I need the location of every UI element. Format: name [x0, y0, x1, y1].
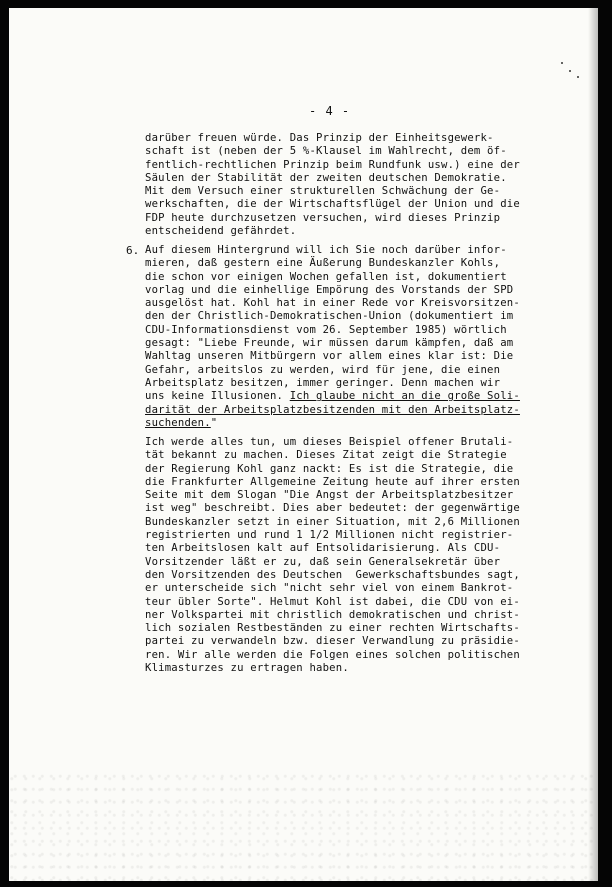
- underlined-quote: Ich glaube nicht an die große Soli-: [289, 390, 520, 403]
- text-fragment: uns keine Illusionen.: [145, 390, 290, 403]
- text-line: vorlag und die einhellige Empörung des Vorstands der SPD: [145, 283, 514, 296]
- text-line: registrierten und rund 1 1/2 Millionen nicht registrier-: [145, 529, 514, 542]
- text-line: mieren, daß gestern eine Äußerung Bundeskanzler Kohls,: [145, 257, 501, 270]
- text-line: die Frankfurter Allgemeine Zeitung heute auf ihrer ersten: [145, 475, 520, 488]
- text-line: [145, 404, 520, 417]
- text-line: Arbeitsplatz besitzen, immer geringer. Denn machen wir: [145, 376, 501, 389]
- text-line: ren. Wir alle werden die Folgen eines solchen politischen: [145, 648, 520, 661]
- text-line: [145, 390, 520, 403]
- text-line: partei zu verwandeln bzw. dieser Verwandlung zu präsidie-: [145, 635, 520, 648]
- scan-speck: [561, 62, 563, 64]
- text-line: ist weg" beschreibt. Dies aber bedeutet: der gegenwärtige: [145, 502, 520, 515]
- text-line: Klimasturzes zu ertragen haben.: [145, 662, 349, 675]
- text-line: die schon vor einigen Wochen gefallen ist, dokumentiert: [145, 270, 507, 283]
- paragraph-3: [145, 436, 520, 675]
- scan-shadow: [588, 8, 598, 881]
- text-line: gesagt: "Liebe Freunde, wir müssen darum kämpfen, daß am: [145, 337, 514, 350]
- text-line: FDP heute durchzusetzen versuchen, wird dieses Prinzip: [145, 211, 501, 224]
- scan-noise: [9, 771, 598, 881]
- text-line: den der Christlich-Demokratischen-Union (dokumentiert im: [145, 310, 514, 323]
- item-number: 6.: [126, 244, 140, 257]
- paragraph-1: [145, 132, 520, 238]
- text-line: Gefahr, arbeitslos zu werden, wird für jene, die einen: [145, 363, 501, 376]
- document-page: [9, 8, 598, 881]
- text-line: ner Volkspartei mit christlich demokratischen und christ-: [145, 608, 520, 621]
- text-line: lich sozialen Restbeständen zu einer rechten Wirtschafts-: [145, 622, 520, 635]
- text-line: schaft ist (neben der 5 %-Klausel im Wahlrecht, dem öf-: [145, 145, 507, 158]
- text-line: er unterscheide sich "nicht sehr viel von einem Bankrot-: [145, 582, 514, 595]
- text-line: teur übler Sorte". Helmut Kohl ist dabei, die CDU von ei-: [145, 595, 520, 608]
- text-line: Mit dem Versuch einer strukturellen Schwächung der Ge-: [145, 185, 501, 198]
- text-line: Bundeskanzler setzt in einer Situation, mit 2,6 Millionen: [145, 515, 520, 528]
- text-line: Säulen der Stabilität der zweiten deutschen Demokratie.: [145, 171, 507, 184]
- text-line: fentlich-rechtlichen Prinzip beim Rundfunk usw.) eine der: [145, 158, 520, 171]
- text-line: CDU-Informationsdienst vom 26. September 1985) wörtlich: [145, 323, 507, 336]
- text-line: Ich werde alles tun, um dieses Beispiel offener Brutali-: [145, 436, 514, 448]
- text-line: Auf diesem Hintergrund will ich Sie noch darüber infor-: [145, 244, 507, 256]
- paragraph-2: [145, 244, 520, 430]
- text-fragment: ": [210, 416, 218, 429]
- page-number: - 4 -: [309, 104, 351, 118]
- scan-speck: [569, 70, 571, 72]
- text-line: werkschaften, die der Wirtschaftsflügel der Union und die: [145, 198, 520, 211]
- text-line: Vorsitzender läßt er zu, daß sein Generalsekretär über: [145, 555, 501, 568]
- text-line: tät bekannt zu machen. Dieses Zitat zeigt die Strategie: [145, 449, 507, 462]
- text-line: ten Arbeitslosen kalt auf Entsolidarisierung. Als CDU-: [145, 542, 501, 555]
- text-line: Wahltag unseren Mitbürgern vor allem eines klar ist: Die: [145, 350, 514, 363]
- underlined-quote: darität der Arbeitsplatzbesitzenden mit den Arbeitsplatz-: [145, 403, 520, 416]
- text-line: [145, 417, 520, 430]
- text-line: Seite mit dem Slogan "Die Angst der Arbeitsplatzbesitzer: [145, 489, 514, 502]
- text-line: ausgelöst hat. Kohl hat in einer Rede vor Kreisvorsitzen-: [145, 297, 520, 310]
- scan-speck: [577, 76, 579, 78]
- text-line: der Regierung Kohl ganz nackt: Es ist die Strategie, die: [145, 462, 514, 475]
- underlined-quote: suchenden.: [145, 416, 211, 429]
- text-line: den Vorsitzenden des Deutschen Gewerkschaftsbundes sagt,: [145, 568, 520, 581]
- text-line: darüber freuen würde. Das Prinzip der Einheitsgewerk-: [145, 132, 494, 144]
- text-line: entscheidend gefährdet.: [145, 225, 297, 238]
